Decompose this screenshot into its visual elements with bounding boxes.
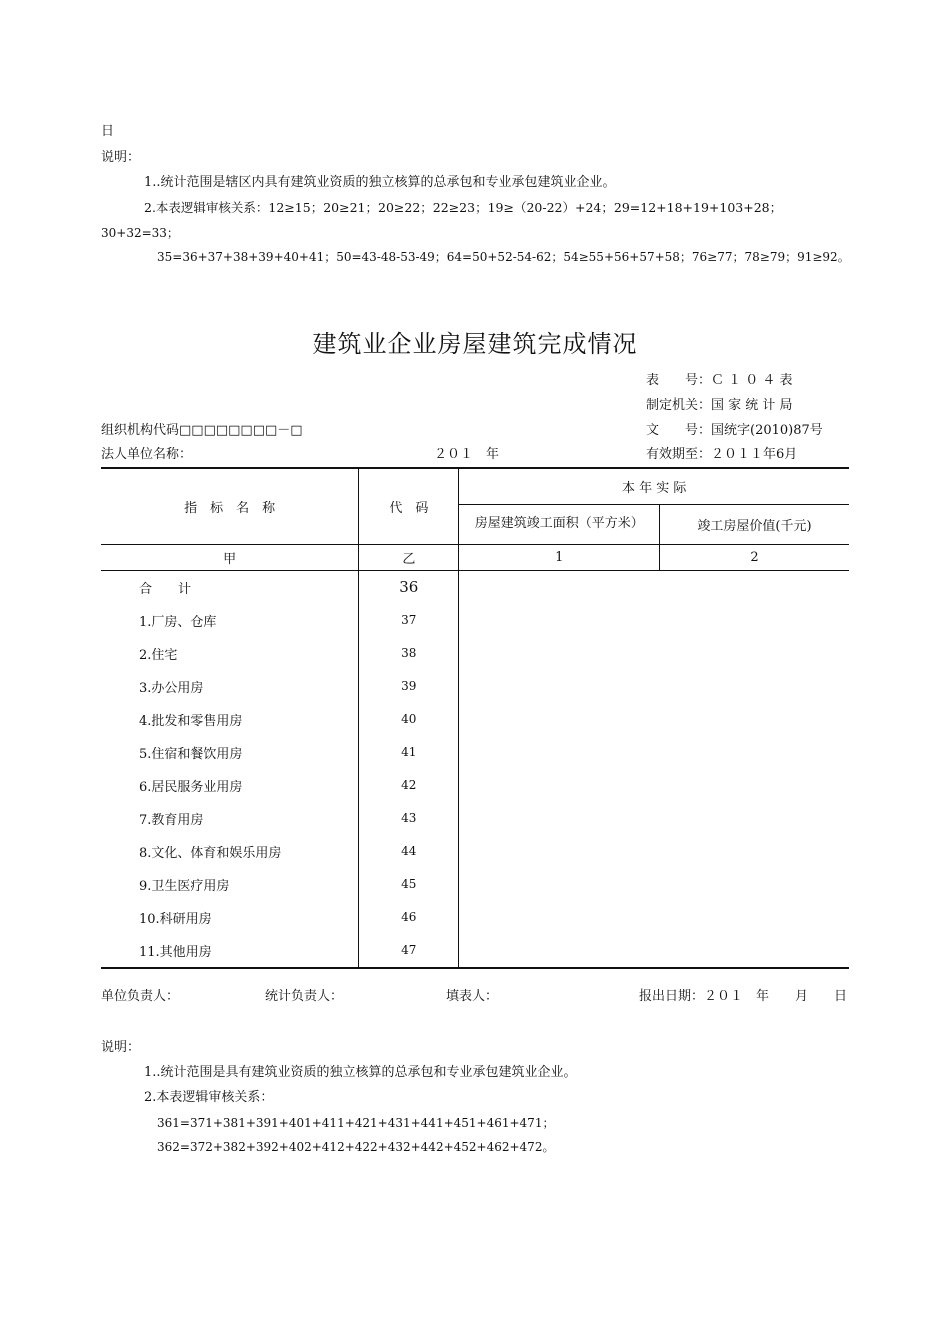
row-value-cell[interactable] bbox=[459, 802, 849, 835]
row-name: 10.科研用房 bbox=[101, 901, 359, 934]
row-code: 44 bbox=[359, 835, 459, 868]
index-code: 乙 bbox=[359, 544, 459, 570]
row-name: 5.住宿和餐饮用房 bbox=[101, 736, 359, 769]
header-code: 代 码 bbox=[359, 468, 459, 544]
row-value-cell[interactable] bbox=[459, 736, 849, 769]
prev-note-1: 1..统计范围是辖区内具有建筑业资质的独立核算的总承包和专业承包建筑业企业。 bbox=[144, 175, 616, 190]
table-row bbox=[101, 604, 849, 637]
agency-label: 制定机关： bbox=[646, 398, 712, 413]
row-name: 8.文化、体育和娱乐用房 bbox=[101, 835, 359, 868]
table-number-value: Ｃ １ ０ ４ 表 bbox=[711, 373, 793, 388]
row-code: 42 bbox=[359, 769, 459, 802]
valid-until bbox=[646, 447, 797, 463]
unit-head-label: 单位负责人： bbox=[101, 989, 180, 1004]
table-row bbox=[101, 570, 849, 604]
row-code: 47 bbox=[359, 934, 459, 968]
row-code: 40 bbox=[359, 703, 459, 736]
completion-table bbox=[101, 467, 849, 969]
table-row bbox=[101, 769, 849, 802]
table-row bbox=[101, 868, 849, 901]
form-title: 建筑业企业房屋建筑完成情况 bbox=[312, 330, 638, 358]
table-number bbox=[646, 373, 793, 389]
note-2: 2.本表逻辑审核关系： bbox=[144, 1090, 274, 1105]
header-area: 房屋建筑竣工面积（平方米） bbox=[459, 504, 660, 544]
row-value-cell[interactable] bbox=[459, 868, 849, 901]
agency-value: 国 家 统 计 局 bbox=[711, 398, 793, 413]
row-name: 2.住宅 bbox=[101, 637, 359, 670]
table-row bbox=[101, 637, 849, 670]
row-name: 合 计 bbox=[101, 570, 359, 604]
table-row bbox=[101, 802, 849, 835]
note-formula-2: 362=372+382+392+402+412+422+432+442+452+462+472。 bbox=[157, 1140, 555, 1154]
row-value-cell[interactable] bbox=[459, 604, 849, 637]
year-label: ２０１ 年 bbox=[434, 447, 500, 462]
row-name: 11.其他用房 bbox=[101, 934, 359, 968]
report-date-label: 报出日期：２０１ 年 月 日 bbox=[639, 989, 848, 1004]
row-code: 45 bbox=[359, 868, 459, 901]
row-name: 3.办公用房 bbox=[101, 670, 359, 703]
row-code: 37 bbox=[359, 604, 459, 637]
doc-number-label: 文 号： bbox=[646, 423, 712, 438]
row-code: 43 bbox=[359, 802, 459, 835]
row-code: 36 bbox=[359, 570, 459, 604]
valid-until-value: ２０１１年6月 bbox=[711, 447, 798, 462]
stat-head-label: 统计负责人： bbox=[265, 989, 344, 1004]
row-code: 39 bbox=[359, 670, 459, 703]
table-row bbox=[101, 736, 849, 769]
row-value-cell[interactable] bbox=[459, 901, 849, 934]
row-code: 46 bbox=[359, 901, 459, 934]
row-code: 38 bbox=[359, 637, 459, 670]
table-row bbox=[101, 901, 849, 934]
valid-until-label: 有效期至： bbox=[646, 447, 712, 462]
row-name: 4.批发和零售用房 bbox=[101, 703, 359, 736]
note-formula-1: 361=371+381+391+401+411+421+431+441+451+461+471； bbox=[157, 1116, 555, 1130]
row-value-cell[interactable] bbox=[459, 637, 849, 670]
row-value-cell[interactable] bbox=[459, 703, 849, 736]
prev-notes-heading: 说明： bbox=[101, 150, 141, 165]
index-col2: 2 bbox=[659, 544, 849, 570]
header-indicator: 指 标 名 称 bbox=[101, 468, 359, 544]
org-code-label: 组织机构代码□□□□□□□□－□ bbox=[101, 423, 303, 438]
row-name: 7.教育用房 bbox=[101, 802, 359, 835]
row-name: 9.卫生医疗用房 bbox=[101, 868, 359, 901]
doc-number-value: 国统字(2010)87号 bbox=[711, 423, 823, 438]
prev-note-2: 2.本表逻辑审核关系：12≥15；20≥21；20≥22；22≥23；19≥（20-22）+24；29=12+18+19+103+28； bbox=[144, 200, 783, 215]
row-name: 6.居民服务业用房 bbox=[101, 769, 359, 802]
table-row bbox=[101, 934, 849, 968]
row-value-cell[interactable] bbox=[459, 570, 849, 604]
prev-note-2-cont: 30+32=33； bbox=[101, 226, 179, 240]
header-value: 竣工房屋价值(千元) bbox=[659, 504, 849, 544]
table-row bbox=[101, 703, 849, 736]
header-current-year: 本 年 实 际 bbox=[459, 468, 849, 504]
row-value-cell[interactable] bbox=[459, 670, 849, 703]
table-number-label: 表 号： bbox=[646, 373, 712, 388]
prev-page-tail: 日 bbox=[101, 124, 115, 139]
row-code: 41 bbox=[359, 736, 459, 769]
index-indicator: 甲 bbox=[101, 544, 359, 570]
row-name: 1.厂房、仓库 bbox=[101, 604, 359, 637]
doc-number bbox=[646, 423, 823, 439]
row-value-cell[interactable] bbox=[459, 769, 849, 802]
index-col1: 1 bbox=[459, 544, 660, 570]
row-value-cell[interactable] bbox=[459, 934, 849, 968]
prev-note-3: 35=36+37+38+39+40+41；50=43-48-53-49；64=50+52-54-62；54≥55+56+57+58；76≥77；78≥79；91≥92。 bbox=[157, 250, 850, 264]
notes-heading: 说明： bbox=[101, 1040, 141, 1055]
filler-label: 填表人： bbox=[446, 989, 499, 1004]
note-1: 1..统计范围是具有建筑业资质的独立核算的总承包和专业承包建筑业企业。 bbox=[144, 1065, 577, 1080]
table-row bbox=[101, 670, 849, 703]
row-value-cell[interactable] bbox=[459, 835, 849, 868]
unit-name-label: 法人单位名称： bbox=[101, 447, 193, 462]
agency bbox=[646, 398, 793, 414]
table-row bbox=[101, 835, 849, 868]
